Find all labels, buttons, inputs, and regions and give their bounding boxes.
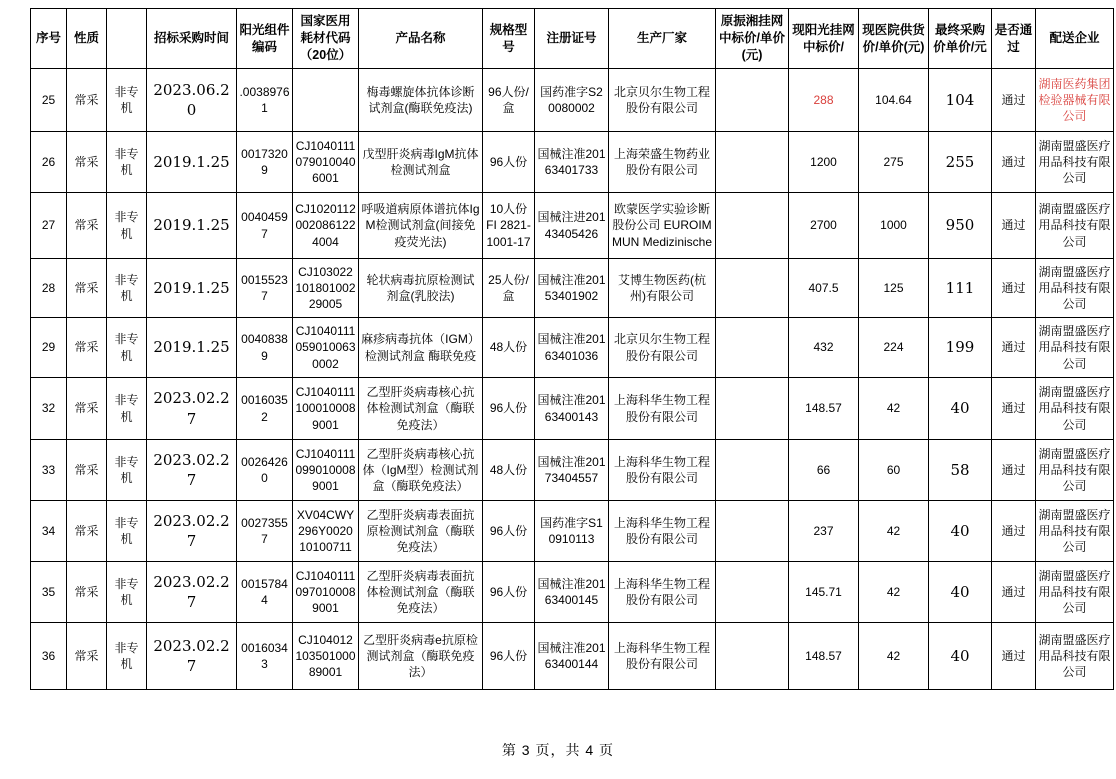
table-cell: 上海科华生物工程股份有限公司	[609, 440, 716, 501]
table-cell: 湖南盟盛医疗用品科技有限公司	[1036, 318, 1114, 378]
table-cell: 乙型肝炎病毒核心抗体（IgM型）检测试剂盒（酶联免疫法）	[359, 440, 483, 501]
table-cell: 10人份 FI 2821-1001-17	[483, 193, 535, 259]
table-cell: 950	[929, 193, 992, 259]
table-cell	[716, 132, 789, 193]
table-cell: 湖南盟盛医疗用品科技有限公司	[1036, 193, 1114, 259]
table-cell: 国药准字S10910113	[535, 501, 609, 562]
table-cell: 乙型肝炎病毒核心抗体检测试剂盒（酶联免疫法）	[359, 378, 483, 440]
table-cell: 42	[859, 562, 929, 623]
table-cell: 2023.02.27	[147, 440, 237, 501]
table-row	[31, 378, 1114, 440]
table-cell: 湖南盟盛医疗用品科技有限公司	[1036, 501, 1114, 562]
table-cell: CJ10401210350100089001	[293, 623, 359, 690]
table-cell: 湖南盟盛医疗用品科技有限公司	[1036, 623, 1114, 690]
column-header-7: 规格型号	[483, 9, 535, 69]
table-cell	[716, 259, 789, 318]
table-cell: 2023.02.27	[147, 623, 237, 690]
table-cell: 00273557	[237, 501, 293, 562]
table-cell: 111	[929, 259, 992, 318]
table-cell: CJ10401110790100406001	[293, 132, 359, 193]
table-cell: 40	[929, 562, 992, 623]
table-cell: 非专机	[107, 69, 147, 132]
table-cell: 乙型肝炎病毒表面抗原检测试剂盒（酶联免疫法）	[359, 501, 483, 562]
page-number: 第 3 页，共 4 页	[501, 742, 615, 758]
table-cell: 非专机	[107, 440, 147, 501]
table-cell: 1200	[789, 132, 859, 193]
table-cell: 2023.02.27	[147, 562, 237, 623]
table-cell: 25人份/盒	[483, 259, 535, 318]
table-cell: 国械注准20153401902	[535, 259, 609, 318]
table-row	[31, 623, 1114, 690]
table-cell: 00155237	[237, 259, 293, 318]
table-cell: 00160343	[237, 623, 293, 690]
table-cell: 呼吸道病原体谱抗体IgM检测试剂盒(间接免疫荧光法)	[359, 193, 483, 259]
table-cell: 轮状病毒抗原检测试剂盒(乳胶法)	[359, 259, 483, 318]
table-cell: 1000	[859, 193, 929, 259]
table-cell: 非专机	[107, 193, 147, 259]
header-row	[31, 9, 1114, 69]
table-cell: 432	[789, 318, 859, 378]
table-cell: 00404597	[237, 193, 293, 259]
table-cell: 2019.1.25	[147, 318, 237, 378]
column-header-11: 现阳光挂网中标价/	[789, 9, 859, 69]
table-cell: 常采	[67, 440, 107, 501]
table-cell: 麻疹病毒抗体（IGM）检测试剂盒 酶联免疫	[359, 318, 483, 378]
table-cell: 42	[859, 501, 929, 562]
table-cell	[293, 69, 359, 132]
column-header-2	[107, 9, 147, 69]
table-cell: CJ10401110970100089001	[293, 562, 359, 623]
table-cell: 2019.1.25	[147, 132, 237, 193]
column-header-3: 招标采购时间	[147, 9, 237, 69]
table-cell: 25	[31, 69, 67, 132]
column-header-15: 配送企业	[1036, 9, 1114, 69]
table-cell: 00157844	[237, 562, 293, 623]
table-cell: 通过	[992, 318, 1036, 378]
table-cell: 国械注准20163400144	[535, 623, 609, 690]
column-header-12: 现医院供货价/单价(元)	[859, 9, 929, 69]
table-cell: 上海科华生物工程股份有限公司	[609, 562, 716, 623]
column-header-8: 注册证号	[535, 9, 609, 69]
table-cell: 非专机	[107, 259, 147, 318]
table-cell: 104.64	[859, 69, 929, 132]
table-cell: 104	[929, 69, 992, 132]
table-cell: 407.5	[789, 259, 859, 318]
column-header-1: 性质	[67, 9, 107, 69]
table-cell: 上海科华生物工程股份有限公司	[609, 378, 716, 440]
table-cell: 66	[789, 440, 859, 501]
table-cell: 125	[859, 259, 929, 318]
table-row	[31, 318, 1114, 378]
table-cell: 非专机	[107, 501, 147, 562]
table-cell	[716, 440, 789, 501]
table-cell: 33	[31, 440, 67, 501]
column-header-14: 是否通过	[992, 9, 1036, 69]
table-cell: 国械注准20163400145	[535, 562, 609, 623]
table-cell: CJ10401110590100630002	[293, 318, 359, 378]
table-cell	[716, 623, 789, 690]
table-cell: 35	[31, 562, 67, 623]
table-cell: 欧蒙医学实验诊断股份公司 EUROIMMUN Medizinische	[609, 193, 716, 259]
table-cell: 00160352	[237, 378, 293, 440]
table-cell: 戊型肝炎病毒IgM抗体检测试剂盒	[359, 132, 483, 193]
table-cell: 145.71	[789, 562, 859, 623]
table-cell: 40	[929, 623, 992, 690]
table-cell: 2023.02.27	[147, 501, 237, 562]
table-cell: 42	[859, 378, 929, 440]
table-cell: 2019.1.25	[147, 193, 237, 259]
table-cell: 2023.02.27	[147, 378, 237, 440]
table-cell: 常采	[67, 193, 107, 259]
table-row	[31, 69, 1114, 132]
table-cell: 国械注准20163401036	[535, 318, 609, 378]
table-cell: 199	[929, 318, 992, 378]
table-cell: 2700	[789, 193, 859, 259]
table-row	[31, 132, 1114, 193]
table-cell: 通过	[992, 378, 1036, 440]
column-header-10: 原振湘挂网中标价/单价(元)	[716, 9, 789, 69]
table-cell: CJ10302210180100229005	[293, 259, 359, 318]
table-row	[31, 259, 1114, 318]
table-cell: CJ10401110990100089001	[293, 440, 359, 501]
table-cell: 非专机	[107, 378, 147, 440]
table-cell: 58	[929, 440, 992, 501]
table-cell: 通过	[992, 501, 1036, 562]
table-cell: 96人份/盒	[483, 69, 535, 132]
column-header-4: 阳光组件编码	[237, 9, 293, 69]
table-cell: 2023.06.20	[147, 69, 237, 132]
table-cell: 湖南盟盛医疗用品科技有限公司	[1036, 378, 1114, 440]
table-cell: 32	[31, 378, 67, 440]
table-cell	[716, 69, 789, 132]
table-cell: 通过	[992, 562, 1036, 623]
table-cell	[716, 318, 789, 378]
table-cell	[716, 378, 789, 440]
table-cell: 通过	[992, 132, 1036, 193]
table-cell: 国药准字S20080002	[535, 69, 609, 132]
procurement-table	[30, 8, 1114, 690]
table-cell: 国械注准20163400143	[535, 378, 609, 440]
table-cell: 艾博生物医药(杭州)有限公司	[609, 259, 716, 318]
table-cell: 通过	[992, 440, 1036, 501]
table-cell: 96人份	[483, 562, 535, 623]
table-cell: 通过	[992, 623, 1036, 690]
table-cell: 96人份	[483, 501, 535, 562]
column-header-6: 产品名称	[359, 9, 483, 69]
table-cell: 常采	[67, 259, 107, 318]
table-row	[31, 440, 1114, 501]
table-cell: CJ10201120020861224004	[293, 193, 359, 259]
table-cell: 湖南盟盛医疗用品科技有限公司	[1036, 259, 1114, 318]
table-cell: 湖南盟盛医疗用品科技有限公司	[1036, 132, 1114, 193]
table-cell: 48人份	[483, 440, 535, 501]
table-cell: 148.57	[789, 623, 859, 690]
table-cell: 非专机	[107, 318, 147, 378]
table-cell: 上海科华生物工程股份有限公司	[609, 623, 716, 690]
table-cell: 常采	[67, 69, 107, 132]
table-cell: 288	[789, 69, 859, 132]
table-cell: 常采	[67, 501, 107, 562]
table-cell: 湖南盟盛医疗用品科技有限公司	[1036, 562, 1114, 623]
table-cell: 湖南医药集团检验器械有限公司	[1036, 69, 1114, 132]
table-cell: 国械注准20163401733	[535, 132, 609, 193]
column-header-0: 序号	[31, 9, 67, 69]
table-cell: 00264260	[237, 440, 293, 501]
table-cell: 常采	[67, 132, 107, 193]
table-cell: 乙型肝炎病毒e抗原检测试剂盒（酶联免疫法）	[359, 623, 483, 690]
table-cell: 40	[929, 501, 992, 562]
table-cell: 00408389	[237, 318, 293, 378]
table-header	[31, 9, 1114, 69]
table-cell: 非专机	[107, 132, 147, 193]
table-cell: 96人份	[483, 623, 535, 690]
table-cell: 34	[31, 501, 67, 562]
table-cell: 梅毒螺旋体抗体诊断试剂盒(酶联免疫法)	[359, 69, 483, 132]
table-cell: 27	[31, 193, 67, 259]
table-cell: 通过	[992, 69, 1036, 132]
column-header-9: 生产厂家	[609, 9, 716, 69]
column-header-5: 国家医用耗材代码（20位）	[293, 9, 359, 69]
table-cell: 48人份	[483, 318, 535, 378]
table-cell: 42	[859, 623, 929, 690]
table-cell: 26	[31, 132, 67, 193]
table-cell: 通过	[992, 259, 1036, 318]
table-cell: 29	[31, 318, 67, 378]
table-cell: .00389761	[237, 69, 293, 132]
table-cell: 湖南盟盛医疗用品科技有限公司	[1036, 440, 1114, 501]
table-cell: 28	[31, 259, 67, 318]
column-header-13: 最终采购价单价/元	[929, 9, 992, 69]
table-cell: 常采	[67, 378, 107, 440]
table-cell: 224	[859, 318, 929, 378]
table-row	[31, 501, 1114, 562]
table-cell: 非专机	[107, 562, 147, 623]
table-cell: 40	[929, 378, 992, 440]
table-cell: 237	[789, 501, 859, 562]
table-cell: 36	[31, 623, 67, 690]
table-cell: CJ10401111000100089001	[293, 378, 359, 440]
table-cell: 00173209	[237, 132, 293, 193]
table-cell: 常采	[67, 562, 107, 623]
table-cell: 非专机	[107, 623, 147, 690]
table-row	[31, 562, 1114, 623]
table-cell: 通过	[992, 193, 1036, 259]
table-cell: 常采	[67, 623, 107, 690]
table-cell: 北京贝尔生物工程股份有限公司	[609, 318, 716, 378]
table-cell: 148.57	[789, 378, 859, 440]
table-cell: 国械注进20143405426	[535, 193, 609, 259]
table-body	[31, 69, 1114, 690]
table-cell: 2019.1.25	[147, 259, 237, 318]
table-cell: 乙型肝炎病毒表面抗体检测试剂盒（酶联免疫法）	[359, 562, 483, 623]
table-cell: 上海科华生物工程股份有限公司	[609, 501, 716, 562]
table-cell: 国械注准20173404557	[535, 440, 609, 501]
table-cell	[716, 193, 789, 259]
table-cell: XV04CWY296Y002010100711	[293, 501, 359, 562]
table-cell: 60	[859, 440, 929, 501]
table-cell	[716, 501, 789, 562]
table-cell: 常采	[67, 318, 107, 378]
table-cell: 上海荣盛生物药业股份有限公司	[609, 132, 716, 193]
table-cell: 275	[859, 132, 929, 193]
table-cell: 北京贝尔生物工程股份有限公司	[609, 69, 716, 132]
table-cell: 96人份	[483, 378, 535, 440]
table-cell	[716, 562, 789, 623]
table-cell: 96人份	[483, 132, 535, 193]
table-row	[31, 193, 1114, 259]
table-cell: 255	[929, 132, 992, 193]
